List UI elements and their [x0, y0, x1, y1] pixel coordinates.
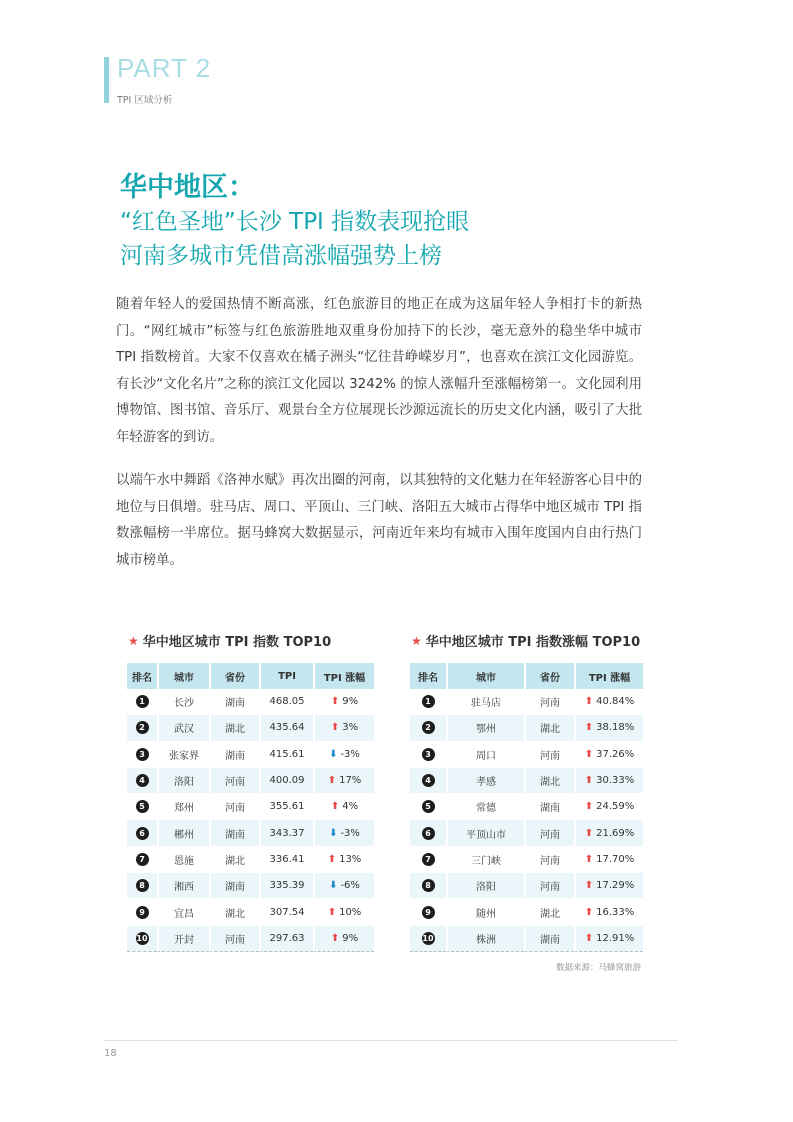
province-cell: 河南	[209, 794, 259, 820]
arrow-down-icon: ⬇	[329, 748, 338, 760]
rank-badge: 9	[136, 906, 149, 919]
page-number: 18	[104, 1048, 117, 1059]
change-text: 17.70%	[596, 853, 635, 865]
province-cell: 河南	[524, 742, 574, 768]
change-cell	[574, 873, 643, 899]
arrow-up-icon: ⬆	[584, 853, 594, 865]
header-cell-city: 城市	[446, 663, 524, 689]
change-value	[585, 880, 635, 891]
table-row	[410, 820, 643, 846]
change-cell	[313, 926, 374, 952]
change-cell	[574, 820, 643, 846]
province-cell: 湖北	[209, 847, 259, 873]
arrow-up-icon: ⬆	[330, 932, 340, 944]
change-text: 24.59%	[596, 801, 635, 813]
header-cell-change: TPI 涨幅	[313, 663, 374, 689]
city-cell: 宜昌	[157, 899, 209, 925]
change-value	[585, 775, 635, 786]
province-cell: 河南	[209, 926, 259, 952]
change-cell	[313, 820, 374, 846]
change-text: 10%	[339, 906, 362, 918]
table-row	[410, 873, 643, 899]
change-value	[328, 854, 362, 865]
rank-badge: 1	[422, 695, 435, 708]
change-text: 16.33%	[596, 906, 635, 918]
rank-cell	[410, 768, 446, 794]
rank-badge: 5	[136, 800, 149, 813]
rank-badge: 10	[136, 933, 148, 943]
rank-cell	[410, 689, 446, 715]
table-row	[127, 873, 374, 899]
province-cell: 湖南	[209, 820, 259, 846]
city-cell: 长沙	[157, 689, 209, 715]
arrow-down-icon: ⬇	[329, 827, 338, 839]
tpi-cell: 355.61	[259, 794, 313, 820]
province-cell: 湖北	[524, 899, 574, 925]
province-cell: 湖南	[524, 926, 574, 952]
tpi-cell: 343.37	[259, 820, 313, 846]
header-cell-province: 省份	[524, 663, 574, 689]
change-text: 37.26%	[596, 748, 635, 760]
city-cell: 鄂州	[446, 715, 524, 741]
arrow-up-icon: ⬆	[327, 906, 337, 918]
table-row	[127, 899, 374, 925]
rank-cell	[127, 768, 157, 794]
change-value	[585, 749, 635, 760]
city-cell: 武汉	[157, 715, 209, 741]
table-row	[127, 715, 374, 741]
table-row	[127, 689, 374, 715]
rank-cell	[127, 715, 157, 741]
city-cell: 随州	[446, 899, 524, 925]
change-text: 17%	[339, 775, 362, 787]
body-paragraph-1: 随着年轻人的爱国热情不断高涨，红色旅游目的地正在成为这届年轻人争相打卡的新热门。“网红城市”标签与红色旅游胜地双重身份加持下的长沙，毫无意外的稳坐华中城市 TPI 指数榜首。大家不仅喜欢在橘子洲头“忆往昔峥嵘岁月”，也喜欢在滨江文化园游览。有长沙“文化名片”之称的滨江文化园以 3242% 的惊人涨幅升至涨幅榜第一。文化园利用博物馆、图书馆、音乐厅、观景台全方位展现长沙源远流长的历史文化内涵，吸引了大批年轻游客的到访。	[116, 297, 642, 445]
table-row	[410, 899, 643, 925]
change-cell	[574, 689, 643, 715]
province-cell: 湖北	[524, 768, 574, 794]
arrow-up-icon: ⬆	[584, 932, 594, 944]
change-value	[328, 907, 362, 918]
change-text: -3%	[340, 827, 360, 839]
rank-cell	[410, 899, 446, 925]
rank-cell	[127, 794, 157, 820]
tpi-cell: 297.63	[259, 926, 313, 952]
province-cell: 河南	[524, 689, 574, 715]
change-text: 12.91%	[596, 932, 635, 944]
star-icon: ★	[411, 633, 422, 648]
rank-cell	[410, 820, 446, 846]
table-row	[410, 794, 643, 820]
tpi-cell: 336.41	[259, 847, 313, 873]
tpi-cell: 400.09	[259, 768, 313, 794]
footer-divider	[104, 1040, 678, 1041]
change-value	[585, 801, 635, 812]
change-value	[585, 933, 635, 944]
arrow-up-icon: ⬆	[584, 696, 594, 708]
change-cell	[313, 794, 374, 820]
province-cell: 湖南	[209, 873, 259, 899]
part-title: PART 2	[117, 53, 212, 83]
city-cell: 驻马店	[446, 689, 524, 715]
city-cell: 常德	[446, 794, 524, 820]
tpi-cell: 307.54	[259, 899, 313, 925]
tpi-growth-top10-table	[410, 663, 643, 952]
rank-badge: 1	[136, 695, 149, 708]
rank-cell	[410, 715, 446, 741]
table-row	[410, 847, 643, 873]
change-cell	[313, 873, 374, 899]
city-cell: 平顶山市	[446, 820, 524, 846]
rank-badge: 3	[136, 748, 149, 761]
change-cell	[313, 768, 374, 794]
change-cell	[574, 847, 643, 873]
change-text: 9%	[342, 932, 359, 944]
table-row	[410, 689, 643, 715]
city-cell: 三门峡	[446, 847, 524, 873]
header-cell-city: 城市	[157, 663, 209, 689]
table-row	[410, 768, 643, 794]
rank-cell	[127, 847, 157, 873]
change-value	[331, 933, 358, 944]
table-header-row	[410, 663, 643, 689]
rank-badge: 2	[422, 721, 435, 734]
change-cell	[574, 715, 643, 741]
rank-badge: 6	[136, 827, 149, 840]
change-text: 3%	[342, 722, 359, 734]
change-cell	[574, 926, 643, 952]
table1-title	[128, 631, 331, 650]
tpi-cell: 415.61	[259, 742, 313, 768]
change-text: 13%	[339, 853, 362, 865]
section-subheading-1: “红色圣地”长沙 TPI 指数表现抢眼	[120, 209, 470, 235]
arrow-up-icon: ⬆	[584, 827, 594, 839]
header-cell-rank: 排名	[410, 663, 446, 689]
change-text: 17.29%	[596, 880, 635, 892]
rank-badge: 8	[136, 879, 149, 892]
rank-cell	[410, 742, 446, 768]
star-icon: ★	[128, 633, 139, 648]
arrow-up-icon: ⬆	[584, 906, 594, 918]
table-header-row	[127, 663, 374, 689]
rank-badge: 4	[422, 774, 435, 787]
table2-title-text: 华中地区城市 TPI 指数涨幅 TOP10	[425, 635, 641, 650]
table-row	[127, 847, 374, 873]
arrow-up-icon: ⬆	[584, 801, 594, 813]
table-row	[127, 768, 374, 794]
arrow-up-icon: ⬆	[330, 696, 340, 708]
part-subtitle: TPI 区域分析	[117, 95, 173, 106]
change-cell	[313, 742, 374, 768]
part-accent-bar	[104, 57, 109, 103]
city-cell: 株洲	[446, 926, 524, 952]
change-value	[329, 749, 360, 760]
table1-title-text: 华中地区城市 TPI 指数 TOP10	[142, 635, 332, 650]
rank-cell	[410, 794, 446, 820]
rank-badge: 2	[136, 721, 149, 734]
rank-badge: 10	[422, 933, 434, 943]
province-cell: 湖北	[209, 899, 259, 925]
rank-badge: 4	[136, 774, 149, 787]
table-row	[410, 742, 643, 768]
change-value	[585, 828, 635, 839]
change-text: 21.69%	[596, 827, 635, 839]
header-cell-province: 省份	[209, 663, 259, 689]
rank-cell	[127, 820, 157, 846]
change-cell	[313, 715, 374, 741]
change-value	[585, 907, 635, 918]
rank-badge: 3	[422, 748, 435, 761]
rank-badge: 9	[422, 906, 435, 919]
arrow-up-icon: ⬆	[584, 880, 594, 892]
city-cell: 湘西	[157, 873, 209, 899]
city-cell: 张家界	[157, 742, 209, 768]
change-value	[329, 828, 360, 839]
arrow-up-icon: ⬆	[584, 722, 594, 734]
rank-cell	[127, 926, 157, 952]
province-cell: 湖南	[524, 794, 574, 820]
change-text: 30.33%	[596, 775, 635, 787]
section-heading: 华中地区：	[120, 172, 255, 203]
rank-cell	[127, 689, 157, 715]
city-cell: 洛阳	[157, 768, 209, 794]
body-paragraph-2: 以端午水中舞蹈《洛神水赋》再次出圈的河南，以其独特的文化魅力在年轻游客心目中的地位与日俱增。驻马店、周口、平顶山、三门峡、洛阳五大城市占得华中地区城市 TPI 指数涨幅榜一半席位。据马蜂窝大数据显示，河南近年来均有城市入围年度国内自由行热门城市榜单。	[116, 473, 642, 568]
rank-badge: 6	[422, 827, 435, 840]
province-cell: 湖北	[209, 715, 259, 741]
arrow-up-icon: ⬆	[330, 801, 340, 813]
rank-cell	[410, 847, 446, 873]
change-cell	[574, 899, 643, 925]
change-value	[328, 775, 362, 786]
province-cell: 湖南	[209, 742, 259, 768]
change-text: 9%	[342, 696, 359, 708]
change-value	[585, 722, 635, 733]
table-row	[410, 715, 643, 741]
rank-badge: 8	[422, 879, 435, 892]
province-cell: 湖南	[209, 689, 259, 715]
arrow-up-icon: ⬆	[584, 748, 594, 760]
city-cell: 周口	[446, 742, 524, 768]
change-text: 4%	[342, 801, 359, 813]
change-cell	[313, 899, 374, 925]
table-row	[127, 820, 374, 846]
arrow-up-icon: ⬆	[327, 853, 337, 865]
change-value	[331, 801, 358, 812]
change-text: -6%	[340, 880, 360, 892]
table-row	[127, 742, 374, 768]
header-cell-rank: 排名	[127, 663, 157, 689]
rank-cell	[127, 873, 157, 899]
section-subheading-2: 河南多城市凭借高涨幅强势上榜	[120, 243, 442, 269]
arrow-up-icon: ⬆	[330, 722, 340, 734]
rank-cell	[410, 926, 446, 952]
city-cell: 孝感	[446, 768, 524, 794]
change-cell	[574, 768, 643, 794]
change-text: 40.84%	[596, 696, 635, 708]
header-cell-change: TPI 涨幅	[574, 663, 643, 689]
arrow-up-icon: ⬆	[327, 775, 337, 787]
tpi-cell: 335.39	[259, 873, 313, 899]
arrow-down-icon: ⬇	[329, 880, 338, 892]
change-cell	[574, 794, 643, 820]
city-cell: 洛阳	[446, 873, 524, 899]
change-value	[331, 696, 358, 707]
city-cell: 郴州	[157, 820, 209, 846]
city-cell: 恩施	[157, 847, 209, 873]
change-text: 38.18%	[596, 722, 635, 734]
province-cell: 湖北	[524, 715, 574, 741]
city-cell: 开封	[157, 926, 209, 952]
province-cell: 河南	[524, 873, 574, 899]
rank-cell	[127, 899, 157, 925]
table-row	[127, 926, 374, 952]
rank-badge: 7	[136, 853, 149, 866]
rank-cell	[127, 742, 157, 768]
province-cell: 河南	[524, 820, 574, 846]
tpi-cell: 435.64	[259, 715, 313, 741]
tpi-cell: 468.05	[259, 689, 313, 715]
tpi-top10-table	[127, 663, 374, 952]
change-cell	[313, 847, 374, 873]
change-text: -3%	[340, 748, 360, 760]
change-value	[585, 854, 635, 865]
city-cell: 郑州	[157, 794, 209, 820]
change-value	[331, 722, 358, 733]
rank-badge: 5	[422, 800, 435, 813]
table-row	[410, 926, 643, 952]
rank-cell	[410, 873, 446, 899]
change-value	[329, 880, 360, 891]
table-row	[127, 794, 374, 820]
header-cell-tpi: TPI	[259, 663, 313, 689]
table2-title	[411, 631, 640, 650]
change-cell	[574, 742, 643, 768]
data-source: 数据来源：马蜂窝旅游	[556, 963, 642, 973]
change-value	[585, 696, 635, 707]
rank-badge: 7	[422, 853, 435, 866]
change-cell	[313, 689, 374, 715]
arrow-up-icon: ⬆	[584, 775, 594, 787]
province-cell: 河南	[524, 847, 574, 873]
province-cell: 河南	[209, 768, 259, 794]
